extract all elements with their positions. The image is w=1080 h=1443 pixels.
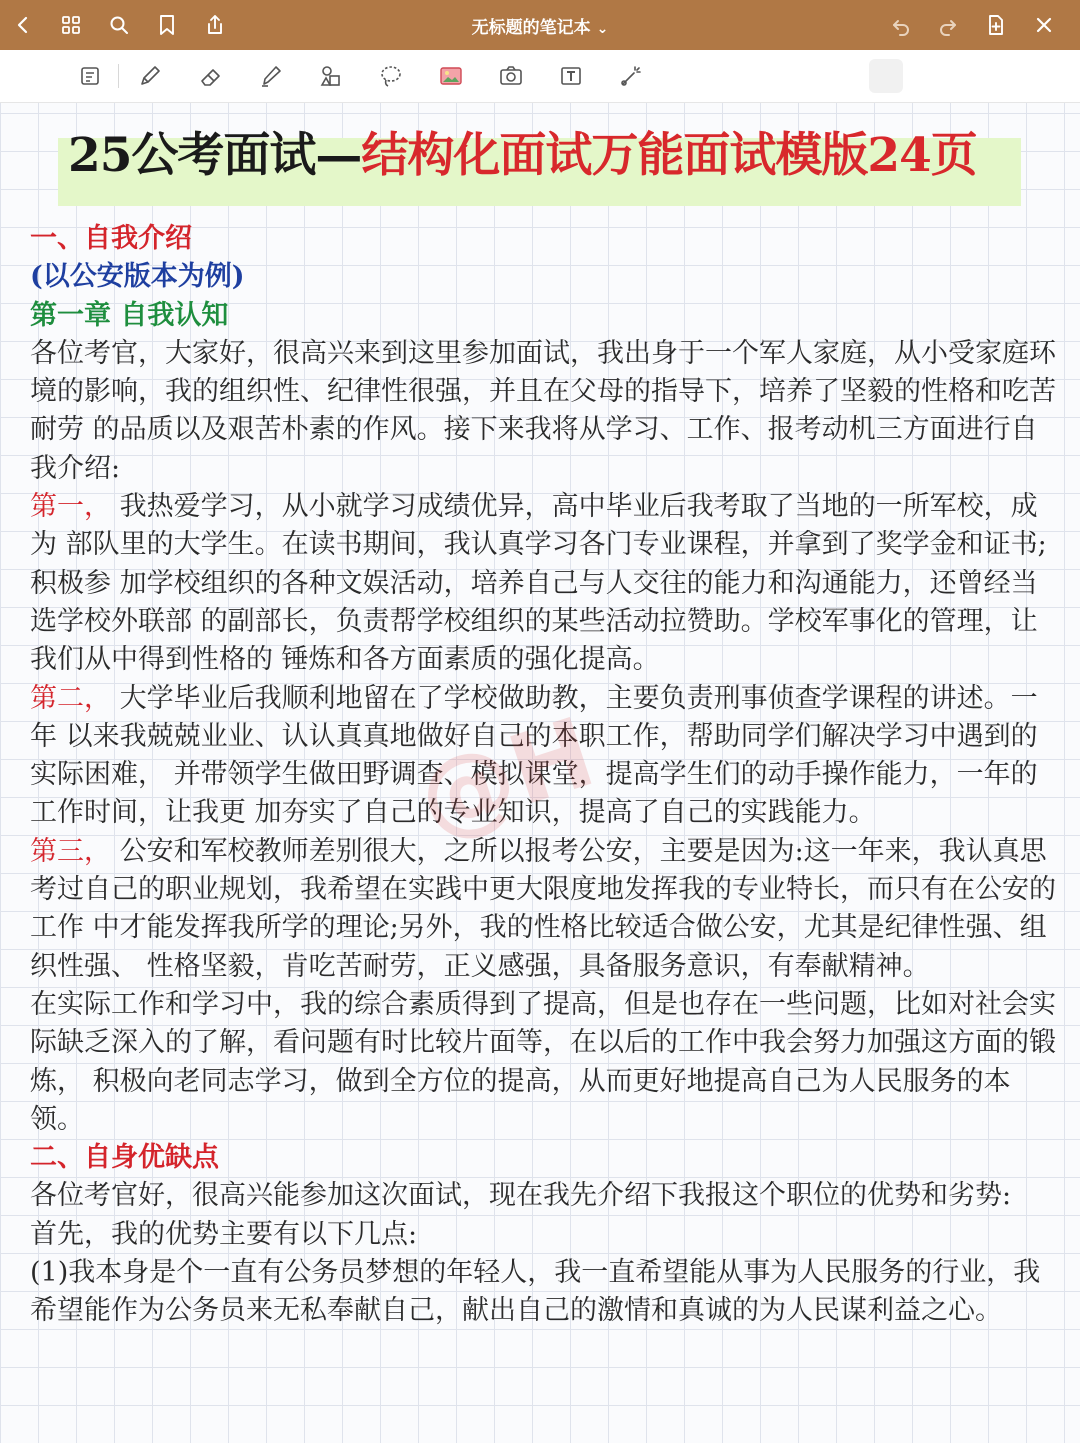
page-thumbnail[interactable] (868, 59, 904, 93)
camera-icon[interactable] (493, 59, 529, 93)
add-page-icon[interactable] (981, 10, 1011, 40)
document-title (68, 118, 977, 185)
chevron-down-icon: ⌄ (596, 21, 609, 37)
laser-icon[interactable] (613, 59, 649, 93)
undo-icon[interactable] (886, 10, 916, 40)
chapter-heading: 第一章 自我认知 (30, 299, 229, 331)
highlighter-icon[interactable] (253, 59, 289, 93)
pen-icon[interactable] (132, 59, 168, 93)
title-prefix: 25公考面试— (68, 128, 362, 183)
paragraph: (1)我本身是个一直有公务员梦想的年轻人，我一直希望能从事为人民服务的行业，我希望能作为公务员来无私奉献自己，献出自己的激情和真诚的为人民谋利益之心。 (30, 1257, 1041, 1327)
paragraph: 在实际工作和学习中，我的综合素质得到了提高，但是也存在一些问题，比如对社会实 际缺乏深入的了解，看问题有时比较片面等，在以后的工作中我会努力加强这方面的锻炼， 积极向老同志学习，做到全方位的提高，从而更好地提高自己为人民服务的本领。 (30, 988, 1056, 1135)
paragraph-text: 公安和军校教师差别很大，之所以报考公安，主要是因为:这一年来，我认真思 考过自己的职业规划，我希望在实践中更大限度地发挥我的专业特长，而只有在公安的工作 中才能发挥我所学的理论;另外，我的性格比较适合做公安，尤其是纪律性强、组织性强、 性格坚毅，肯吃苦耐劳，正义感强，具备服务意识，有奉献精神。 (30, 835, 1056, 982)
eraser-icon[interactable] (193, 59, 229, 93)
watermark: @H (404, 696, 607, 858)
notebook-title-text: 无标题的笔记本 (471, 18, 591, 38)
paragraph (30, 488, 1060, 679)
redo-icon[interactable] (933, 10, 963, 40)
text-icon[interactable] (553, 59, 589, 93)
reader-icon[interactable] (72, 59, 108, 93)
paragraph-lead: 第三， (30, 835, 111, 867)
app-topbar (0, 0, 1080, 50)
paragraph: 各位考官好，很高兴能参加这次面试，现在我先介绍下我报这个职位的优势和劣势: (30, 1180, 1012, 1212)
paragraph-text: 大学毕业后我顺利地留在了学校做助教，主要负责刑事侦查学课程的讲述。一年 以来我兢兢业业、认认真真地做好自己的本职工作，帮助同学们解决学习中遇到的实际困难， 并带领学生做田野调查、模拟课堂，提高学生们的动手操作能力，一年的工作时间，让我更 加夯实了自己的专业知识，提高了自己的实践能力。 (30, 682, 1038, 829)
paragraph-lead: 第一， (30, 491, 111, 523)
paragraph (30, 833, 1060, 986)
section-heading: 一、自我介绍 (30, 223, 192, 254)
paragraph: 各位考官，大家好，很高兴来到这里参加面试，我出身于一个军人家庭，从小受家庭环 境的影响，我的组织性、纪律性很强，并且在父母的指导下，培养了坚毅的性格和吃苦耐劳 的品质以及艰苦朴素的作风。接下来我将从学习、工作、报考动机三方面进行自我介绍: (30, 337, 1056, 484)
drawing-toolbar (0, 50, 1080, 103)
image-icon[interactable] (433, 59, 469, 93)
toolbar-divider (118, 64, 119, 88)
section-heading: 二、自身优缺点 (30, 1142, 219, 1174)
notebook-title[interactable] (0, 13, 1080, 38)
section-subheading: (以公安版本为例) (30, 261, 245, 293)
paragraph-lead: 第二， (30, 682, 111, 714)
paragraph-text: 我热爱学习，从小就学习成绩优异，高中毕业后我考取了当地的一所军校，成为 部队里的大学生。在读书期间，我认真学习各门专业课程，并拿到了奖学金和证书;积极参 加学校组织的各种文娱活动，培养自己与人交往的能力和沟通能力，还曾经当选学校外联部 的副部长，负责帮学校组织的某些活动拉赞助。学校军事化的管理，让我们从中得到性格的 锤炼和各方面素质的强化提高。 (30, 491, 1047, 676)
paragraph: 首先，我的优势主要有以下几点: (30, 1218, 418, 1250)
close-icon[interactable] (1029, 10, 1059, 40)
title-main: 结构化面试万能面试模版24页 (361, 128, 977, 183)
lasso-icon[interactable] (373, 59, 409, 93)
shapes-icon[interactable] (313, 59, 349, 93)
